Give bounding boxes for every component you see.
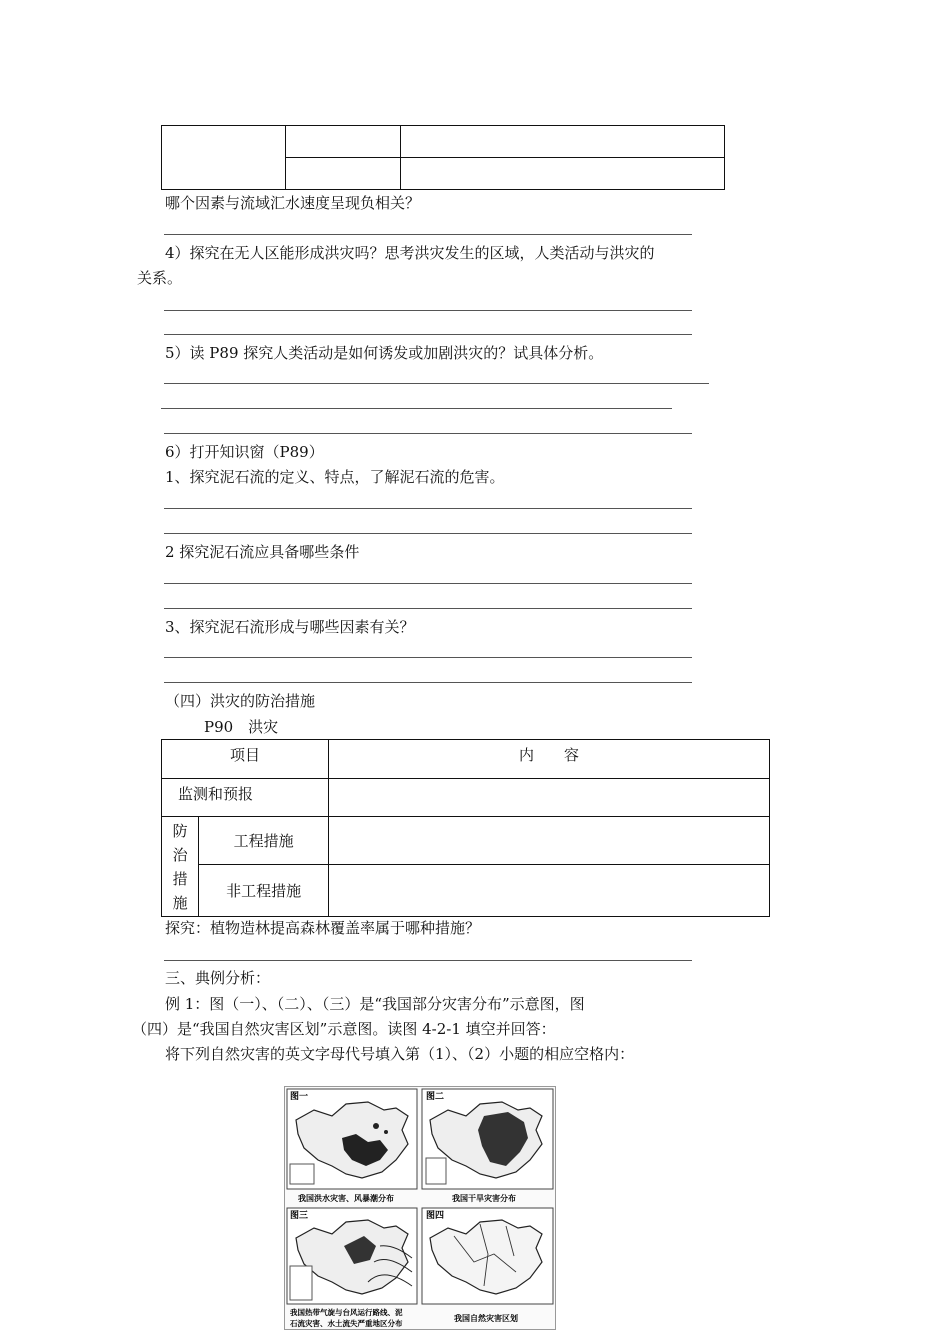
row-non-engineering-label: 非工程措施 [226,882,302,900]
question-5: 5）读 P89 探究人类活动是如何诱发或加剧洪灾的？试具体分析。 [165,344,604,362]
answer-line [164,682,692,683]
answer-line [164,234,692,235]
header-content-cell [329,740,770,779]
group-char: 防 [172,821,188,840]
top-table-cell [401,158,725,190]
explore-question: 探究：植物造林提高森林覆盖率属于哪种措施？ [165,919,481,937]
answer-line [164,383,709,384]
header-item: 项目 [229,746,260,764]
answer-line [164,533,692,534]
disaster-maps-figure [284,1086,556,1330]
row-monitor-content [329,779,770,817]
answer-line [164,657,692,658]
panel-caption: 我国洪水灾害、风暴潮分布 [298,1194,394,1203]
map-panel-1 [287,1089,417,1203]
question-factor-negative: 哪个因素与流域汇水速度呈现负相关？ [165,194,421,212]
answer-line [164,433,692,434]
question-4-line2: 关系。 [137,269,183,287]
group-char: 治 [172,845,188,864]
panel-label: 图三 [290,1210,309,1220]
row-monitor-label: 监测和预报 [178,785,254,803]
panel-caption: 石流灾害、水土流失严重地区分布 [290,1319,403,1328]
question-6-title: 6）打开知识窗（P89） [165,443,324,461]
panel-caption: 我国干旱灾害分布 [452,1194,516,1203]
example-line1: 例 1：图（一）、（二）、（三）是“我国部分灾害分布”示意图，图 [165,995,585,1013]
top-table-cell-merged [162,126,286,190]
answer-line [164,508,692,509]
row-non-engineering-content [329,865,770,917]
panel-label: 图一 [290,1091,309,1101]
map-panel-3 [287,1208,417,1328]
answer-line [164,310,692,311]
answer-line [164,608,692,609]
question-6-3: 3、探究泥石流形成与哪些因素有关？ [165,618,415,636]
top-table-cell [401,126,725,158]
top-table-cell [286,158,401,190]
group-char: 施 [172,893,188,912]
flood-measures-table [161,739,770,917]
row-engineering-label: 工程措施 [233,832,294,850]
table-caption: P90 洪灾 [204,718,279,736]
panel-label: 图二 [426,1091,445,1101]
answer-line [164,334,692,335]
section-3-title: 三、典例分析： [165,969,271,987]
top-table-cell [286,126,401,158]
example-line3: 将下列自然灾害的英文字母代号填入第（1）、（2）小题的相应空格内： [165,1045,635,1063]
panel-caption: 我国热带气旋与台风运行路线、泥 [290,1308,403,1317]
answer-line [161,408,672,409]
map-panel-2 [422,1089,553,1203]
section-4-title: （四）洪灾的防治措施 [165,692,316,710]
question-4-line1: 4）探究在无人区能形成洪灾吗？思考洪灾发生的区域，人类活动与洪灾的 [165,244,655,262]
question-6-2: 2 探究泥石流应具备哪些条件 [165,543,360,561]
panel-label: 图四 [426,1210,445,1220]
panel-caption: 我国自然灾害区划 [454,1314,518,1323]
question-6-1: 1、探究泥石流的定义、特点，了解泥石流的危害。 [165,468,505,486]
header-content: 内 容 [518,746,579,764]
row-engineering-content [329,817,770,865]
row-non-engineering-cell [199,865,329,917]
header-item-cell [162,740,329,779]
top-partial-table [161,125,725,190]
row-monitor-cell [162,779,329,817]
answer-line [164,583,692,584]
group-label-cell [162,817,199,917]
group-char: 措 [172,869,188,888]
answer-line [164,960,692,961]
row-engineering-cell [199,817,329,865]
example-line2: （四）是“我国自然灾害区划”示意图。读图 4-2-1 填空并回答： [132,1020,556,1038]
